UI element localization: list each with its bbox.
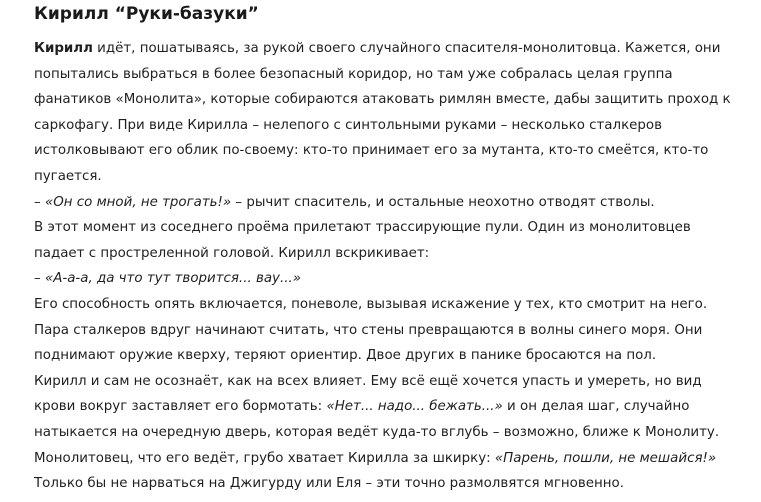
text-run: идёт, пошатываясь, за рукой своего случайного спасителя-монолитовца. Кажется, они попытались выбраться в более безопасный коридор, но там уже собралась целая группа фанатиков «Монолита», которые собираются атаковать римлян вместе, дабы защитить проход к саркофагу. При виде Кирилла – нелепого с синтольными руками – несколько сталкеров истолковывают его облик по-своему: кто-то принимает его за мутанта, кто-то смеётся, кто-то пугается. (34, 41, 731, 184)
paragraph (34, 471, 733, 497)
text-run: – рычит спаситель, и остальные неохотно отводят стволы. (231, 194, 655, 210)
text-run: – (34, 271, 45, 287)
paragraph (34, 292, 733, 369)
document-body (34, 36, 733, 497)
text-run: Только бы не нарваться на Джигурду или Еля – эти точно размолвятся мгновенно. (34, 476, 624, 492)
italic-quote: «Он со мной, не трогать!» (44, 194, 232, 210)
document-title: Кирилл “Руки-базуки” (34, 4, 259, 24)
text-run: и он делая шаг, случайно натыкается на очередную дверь, которая ведёт куда-то вглубь – возможно, ближе к Монолиту. Монолитовец, что его ведёт, грубо хватает Кирилла за шкирку: (34, 399, 720, 466)
text-run: Его способность опять включается, поневоле, вызывая искажение у тех, кто смотрит на него. Пара сталкеров вдруг начинают считать, что стены превращаются в волны синего моря. Они поднимают оружие кверху, теряют ориентир. Двое других в панике бросаются на пол. (34, 296, 708, 364)
text-run: – (34, 194, 45, 210)
paragraph (34, 190, 733, 216)
paragraph (34, 369, 733, 471)
italic-quote: «Нет... надо... бежать...» (326, 399, 503, 415)
italic-quote: «А-а-а, да что тут творится... вау...» (44, 271, 302, 287)
bold-text: Кирилл (34, 41, 93, 56)
italic-quote: «Парень, пошли, не мешайся!» (494, 450, 717, 466)
paragraph (34, 36, 733, 190)
text-run: В этот момент из соседнего проёма прилетают трассирующие пули. Один из монолитовцев падает с простреленной головой. Кирилл вскрикивает: (34, 220, 691, 261)
paragraph (34, 215, 733, 266)
text-run: Кирилл и сам не осознаёт, как на всех влияет. Ему всё ещё хочется упасть и умереть, но вид крови вокруг заставляет его бормотать: (34, 373, 702, 415)
paragraph (34, 266, 733, 292)
